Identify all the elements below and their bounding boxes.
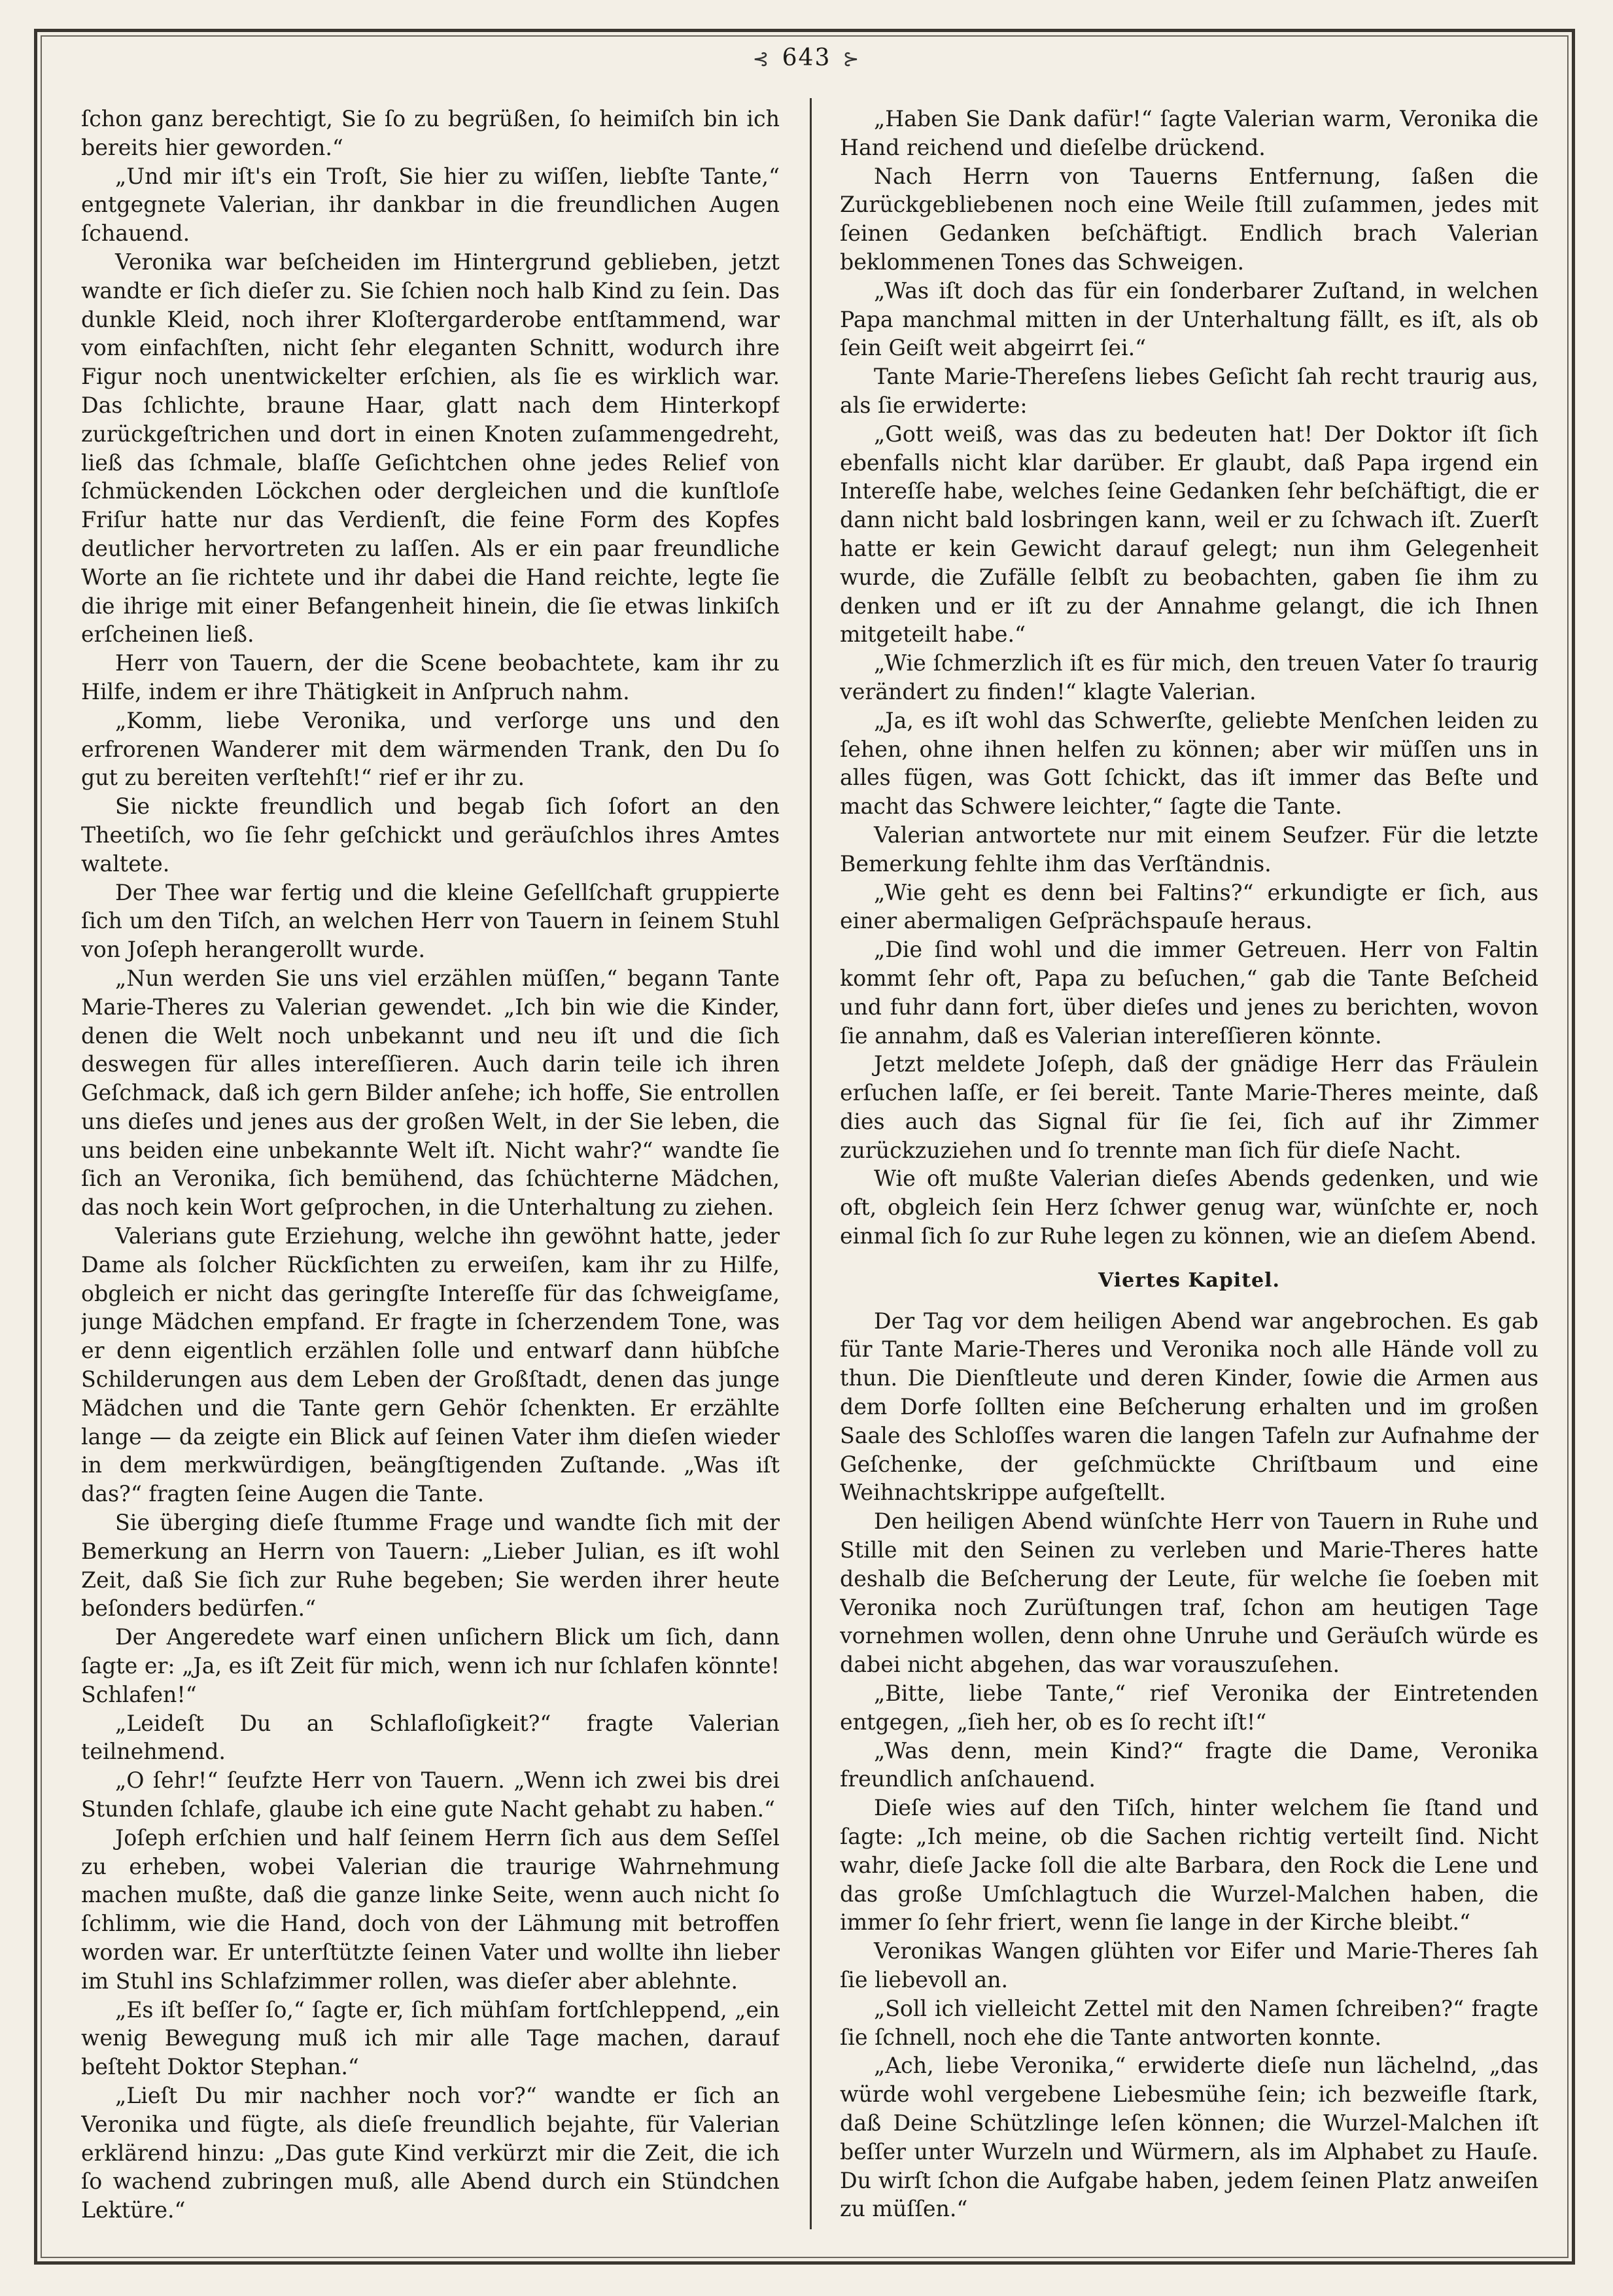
paragraph: „Komm, liebe Veronika, und verſorge uns und den erfrorenen Wanderer mit dem wärmenden Trank, den Du ſo gut zu bereiten verſtehſt!“ rief er ihr zu. [81, 707, 780, 791]
paragraph: „Was iſt doch das für ein ſonderbarer Zuſtand, in welchen Papa manchmal mitten in der Unterhaltung fällt, es iſt, als ob ſein Geiſt weit abgeirrt ſei.“ [840, 277, 1538, 361]
paragraph: Valerian antwortete nur mit einem Seufzer. Für die letzte Bemerkung fehlte ihm das Verſtändnis. [840, 822, 1538, 877]
paragraph: „Ja, es iſt wohl das Schwerſte, geliebte Menſchen leiden zu ſehen, ohne ihnen helfen zu können; aber wir müſſen uns in alles fügen, was Gott ſchickt, das iſt immer das Beſte und macht das Schwere leichter,“ ſagte die Tante. [840, 707, 1538, 820]
paragraph: „Bitte, liebe Tante,“ rief Veronika der Eintretenden entgegen, „ſieh her, ob es ſo recht iſt!“ [840, 1680, 1538, 1735]
paragraph: Herr von Tauern, der die Scene beobachtete, kam ihr zu Hilfe, indem er ihre Thätigkeit in Anſpruch nahm. [81, 650, 780, 704]
paragraph: „Nun werden Sie uns viel erzählen müſſen,“ begann Tante Marie-Theres zu Valerian gewendet. „Ich bin wie die Kinder, denen die Welt noch unbekannt und neu iſt und die ſich deswegen für alles intereſſieren. Auch darin teile ich ihren Geſchmack, daß ich gern Bilder anſehe; ich hoffe, Sie entrollen uns dieſes und jenes aus der großen Welt, in der Sie leben, die uns beiden eine unbekannte Welt iſt. Nicht wahr?“ wandte ſie ſich an Veronika, ſich bemühend, das ſchüchterne Mädchen, das noch kein Wort geſprochen, in die Unterhaltung zu ziehen. [81, 965, 780, 1221]
paragraph: Der Thee war fertig und die kleine Geſellſchaft gruppierte ſich um den Tiſch, an welchen Herr von Tauern in ſeinem Stuhl von Joſeph herangerollt wurde. [81, 879, 780, 963]
paragraph: „Leideſt Du an Schlafloſigkeit?“ fragte Valerian teilnehmend. [81, 1710, 780, 1765]
paragraph: „Ach, liebe Veronika,“ erwiderte dieſe nun lächelnd, „das würde wohl vergebene Liebesmühe ſein; ich bezweifle ſtark, daß Deine Schützlinge leſen können; die Wurzel-Malchen iſt beſſer unter Wurzeln und Würmern, als im Alphabet zu Hauſe. Du wirſt ſchon die Aufgabe haben, jedem ſeinen Platz anweiſen zu müſſen.“ [840, 2053, 1538, 2222]
paragraph: Veronika war beſcheiden im Hintergrund geblieben, jetzt wandte er ſich dieſer zu. Sie ſchien noch halb Kind zu ſein. Das dunkle Kleid, noch ihrer Kloſtergarderobe entſtammend, war vom einfachſten, nicht ſehr eleganten Schnitt, wodurch ihre Figur noch unentwickelter erſchien, als ſie es wirklich war. Das ſchlichte, braune Haar, glatt nach dem Hinterkopf zurückgeſtrichen und dort in einen Knoten zuſammengedreht, ließ das ſchmale, blaſſe Geſichtchen ohne jedes Relief von ſchmückenden Löckchen oder dergleichen und die kunſtloſe Friſur hatte nur das Verdienſt, die feine Form des Kopfes deutlicher hervortreten zu laſſen. Als er ein paar freundliche Worte an ſie richtete und ihr dabei die Hand reichte, legte ſie die ihrige mit einer Befangenheit hinein, die ſie etwas linkiſch erſcheinen ließ. [81, 249, 780, 648]
paragraph: „Und mir iſt's ein Troſt, Sie hier zu wiſſen, liebſte Tante,“ entgegnete Valerian, ihr dankbar in die freundlichen Augen ſchauend. [81, 163, 780, 247]
left-column [81, 105, 780, 2224]
paragraph: „Wie ſchmerzlich iſt es für mich, den treuen Vater ſo traurig verändert zu finden!“ klagte Valerian. [840, 650, 1538, 704]
right-column-before-chapter [840, 105, 1538, 1251]
paragraph: Nach Herrn von Tauerns Entfernung, ſaßen die Zurückgebliebenen noch eine Weile ſtill zuſammen, jedes mit ſeinen Gedanken beſchäftigt. Endlich brach Valerian beklommenen Tones das Schweigen. [840, 163, 1538, 275]
paragraph: „Haben Sie Dank dafür!“ ſagte Valerian warm, Veronika die Hand reichend und dieſelbe drückend. [840, 106, 1538, 160]
paragraph: „Die ſind wohl und die immer Getreuen. Herr von Faltin kommt ſehr oft, Papa zu beſuchen,“ gab die Tante Beſcheid und fuhr dann fort, über dieſes und jenes zu berichten, wovon ſie annahm, daß es Valerian intereſſieren könnte. [840, 937, 1538, 1049]
paragraph: Jetzt meldete Joſeph, daß der gnädige Herr das Fräulein erſuchen laſſe, er ſei bereit. Tante Marie-Theres meinte, daß dies auch das Signal für ſie ſei, ſich auf ihr Zimmer zurückzuziehen und ſo trennte man ſich für dieſe Nacht. [840, 1051, 1538, 1163]
paragraph: Sie überging dieſe ſtumme Frage und wandte ſich mit der Bemerkung an Herrn von Tauern: „Lieber Julian, es iſt wohl Zeit, daß Sie ſich zur Ruhe begeben; Sie werden ihrer heute beſonders bedürfen.“ [81, 1510, 780, 1622]
paragraph: ſchon ganz berechtigt, Sie ſo zu begrüßen, ſo heimiſch bin ich bereits hier geworden.“ [81, 106, 780, 160]
right-column-after-chapter [840, 1307, 1538, 2224]
paragraph: „Lieſt Du mir nachher noch vor?“ wandte er ſich an Veronika und fügte, als dieſe freundlich bejahte, für Valerian erklärend hinzu: „Das gute Kind verkürzt mir die Zeit, die ich ſo wachend zubringen muß, alle Abend durch ein Stündchen Lektüre.“ [81, 2082, 780, 2223]
paragraph: „Soll ich vielleicht Zettel mit den Namen ſchreiben?“ fragte ſie ſchnell, noch ehe die Tante antworten konnte. [840, 1995, 1538, 2050]
paragraph: Veronikas Wangen glühten vor Eifer und Marie-Theres ſah ſie liebevoll an. [840, 1938, 1538, 1992]
paragraph: Sie nickte freundlich und begab ſich ſofort an den Theetiſch, wo ſie ſehr geſchickt und geräuſchlos ihres Amtes waltete. [81, 793, 780, 877]
paragraph: „Wie geht es denn bei Faltins?“ erkundigte er ſich, aus einer abermaligen Geſprächspauſe heraus. [840, 879, 1538, 934]
left-ornament-icon: ⊰ [752, 48, 771, 71]
paragraph: Dieſe wies auf den Tiſch, hinter welchem ſie ſtand und ſagte: „Ich meine, ob die Sachen richtig verteilt ſind. Nicht wahr, dieſe Jacke ſoll die alte Barbara, den Rock die Lene und das große Umſchlagtuch die Wurzel-Malchen haben, die immer ſo ſehr friert, wenn ſie lange in der Kirche bleibt.“ [840, 1795, 1538, 1936]
paragraph: „Es iſt beſſer ſo,“ ſagte er, ſich mühſam fortſchleppend, „ein wenig Bewegung muß ich mir alle Tage machen, darauf beſteht Doktor Stephan.“ [81, 1996, 780, 2080]
page-number-header [0, 44, 1613, 71]
paragraph: „Was denn, mein Kind?“ fragte die Dame, Veronika freundlich anſchauend. [840, 1737, 1538, 1792]
right-column [840, 105, 1538, 2224]
paragraph: Den heiligen Abend wünſchte Herr von Tauern in Ruhe und Stille mit den Seinen zu verleben und Marie-Theres hatte deshalb die Beſcherung der Leute, für welche ſie ſoeben mit Veronika noch Zurüſtungen traf, ſchon am heutigen Tage vornehmen wollen, denn ohne Unruhe und Geräuſch würde es dabei nicht abgehen, das war vorauszuſehen. [840, 1508, 1538, 1678]
paragraph: Der Angeredete warf einen unſichern Blick um ſich, dann ſagte er: „Ja, es iſt Zeit für mich, wenn ich nur ſchlafen könnte! Schlafen!“ [81, 1624, 780, 1707]
chapter-heading: Viertes Kapitel. [1098, 1268, 1280, 1292]
right-ornament-icon: ⊱ [842, 48, 861, 71]
paragraph: Der Tag vor dem heiligen Abend war angebrochen. Es gab für Tante Marie-Theres und Veronika noch alle Hände voll zu thun. Die Dienſtleute und deren Kinder, ſowie die Armen aus dem Dorfe ſollten eine Beſcherung erhalten und im großen Saale des Schloſſes waren die langen Tafeln zur Aufnahme der Geſchenke, der geſchmückte Chriſtbaum und eine Weihnachtskrippe aufgeſtellt. [840, 1308, 1538, 1506]
paragraph: „Gott weiß, was das zu bedeuten hat! Der Doktor iſt ſich ebenfalls nicht klar darüber. Er glaubt, daß Papa irgend ein Intereſſe habe, welches ſeine Gedanken ſehr beſchäftigt, die er dann nicht bald losbringen kann, weil er zu ſchwach iſt. Zuerſt hatte er kein Gewicht darauf gelegt; nun ihm Gelegenheit wurde, die Zufälle ſelbſt zu beobachten, gaben ſie ihm zu denken und er iſt zu der Annahme gelangt, die ich Ihnen mitgeteilt habe.“ [840, 421, 1538, 648]
paragraph: Tante Marie-Thereſens liebes Geſicht ſah recht traurig aus, als ſie erwiderte: [840, 364, 1538, 418]
paragraph: Joſeph erſchien und half ſeinem Herrn ſich aus dem Seſſel zu erheben, wobei Valerian die traurige Wahrnehmung machen mußte, daß die ganze linke Seite, wenn auch nicht ſo ſchlimm, wie die Hand, doch von der Lähmung mit betroffen worden war. Er unterſtützte ſeinen Vater und wollte ihn lieber im Stuhl ins Schlafzimmer rollen, was dieſer aber ablehnte. [81, 1824, 780, 1994]
paragraph: Valerians gute Erziehung, welche ihn gewöhnt hatte, jeder Dame als ſolcher Rückſichten zu erweiſen, kam ihr zu Hilfe, obgleich er nicht das geringſte Intereſſe für das ſchweigſame, junge Mädchen empfand. Er fragte in ſcherzendem Tone, was er denn eigentlich erzählen ſolle und entwarf dann hübſche Schilderungen aus dem Leben der Großſtadt, denen das junge Mädchen und die Tante gern Gehör ſchenkten. Er erzählte lange — da zeigte ein Blick auf ſeinen Vater ihm dieſen wieder in dem merkwürdigen, beängſtigenden Zuſtande. „Was iſt das?“ fragten ſeine Augen die Tante. [81, 1223, 780, 1507]
paragraph: „O ſehr!“ ſeufzte Herr von Tauern. „Wenn ich zwei bis drei Stunden ſchlafe, glaube ich eine gute Nacht gehabt zu haben.“ [81, 1767, 780, 1822]
page-number: 643 [782, 44, 831, 71]
column-divider [810, 98, 812, 2229]
paragraph: Wie oft mußte Valerian dieſes Abends gedenken, und wie oft, obgleich ſein Herz ſchwer genug war, wünſchte er, noch einmal ſich ſo zur Ruhe legen zu können, wie an dieſem Abend. [840, 1166, 1538, 1249]
